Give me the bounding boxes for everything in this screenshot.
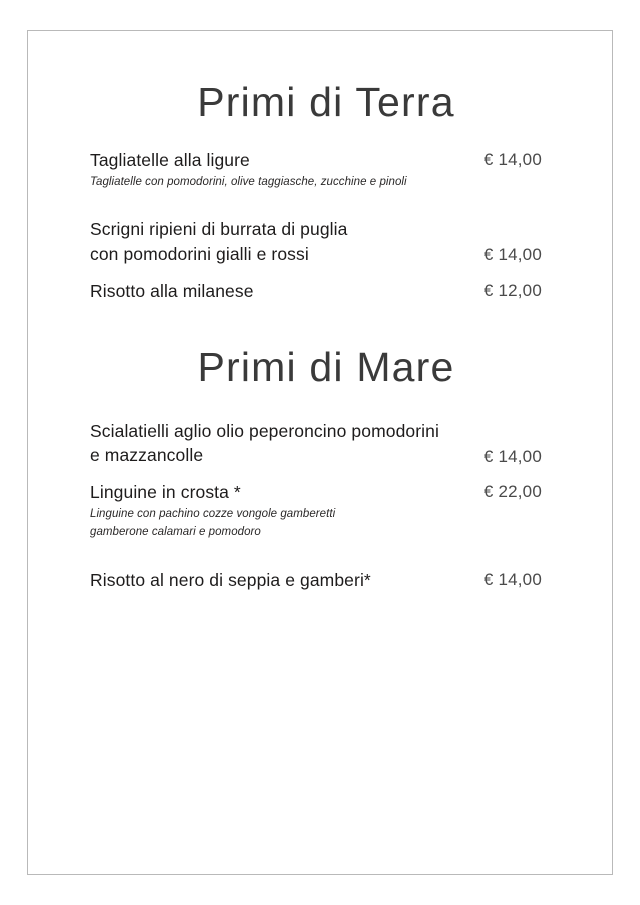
menu-content — [28, 31, 612, 874]
menu-sheet — [27, 30, 613, 875]
menu-item-price: € 14,00 — [483, 569, 542, 589]
menu-item-text — [60, 480, 335, 541]
menu-item — [60, 279, 580, 304]
menu-item-text — [60, 568, 371, 593]
menu-item — [60, 480, 580, 541]
menu-item-text — [60, 217, 348, 267]
menu-item-description-line-2: gamberone calamari e pomodoro — [90, 526, 261, 539]
menu-item-price: € 14,00 — [483, 245, 542, 265]
menu-item — [60, 419, 580, 469]
menu-item-price: € 12,00 — [483, 280, 542, 300]
menu-item-name: Linguine in crosta * — [90, 482, 241, 503]
menu-item-name-line-1: Scialatielli aglio olio peperoncino pomodorini — [90, 420, 439, 441]
menu-item-description: Tagliatelle con pomodorini, olive taggiasche, zucchine e pinoli — [90, 175, 407, 188]
menu-item-name: Risotto alla milanese — [90, 280, 254, 301]
menu-item-price: € 14,00 — [483, 150, 542, 169]
menu-item-name-line-2: e mazzancolle — [90, 445, 204, 466]
menu-item-name: Risotto al nero di seppia e gamberi* — [90, 569, 371, 590]
menu-item — [60, 148, 580, 191]
section-items-primi-di-mare — [60, 419, 580, 593]
menu-item-name-line-1: Scrigni ripieni di burrata di puglia — [90, 219, 348, 240]
menu-item-text — [60, 419, 439, 469]
menu-item-text — [60, 148, 407, 191]
menu-item-name: Tagliatelle alla ligure — [90, 150, 250, 170]
bottom-spacer — [60, 611, 580, 621]
menu-item-price: € 14,00 — [483, 446, 542, 466]
section-title-primi-di-mare: Primi di Mare — [197, 343, 455, 390]
menu-item — [60, 217, 580, 267]
section-items-primi-di-terra — [60, 148, 580, 304]
section-title-primi-di-terra: Primi di Terra — [197, 79, 455, 125]
menu-item — [60, 568, 580, 593]
menu-item-text — [60, 279, 254, 304]
menu-item-name-line-2: con pomodorini gialli e rossi — [90, 243, 309, 264]
menu-item-price: € 22,00 — [483, 482, 542, 502]
menu-item-description-line-1: Linguine con pachino cozze vongole gamberetti — [90, 508, 336, 521]
